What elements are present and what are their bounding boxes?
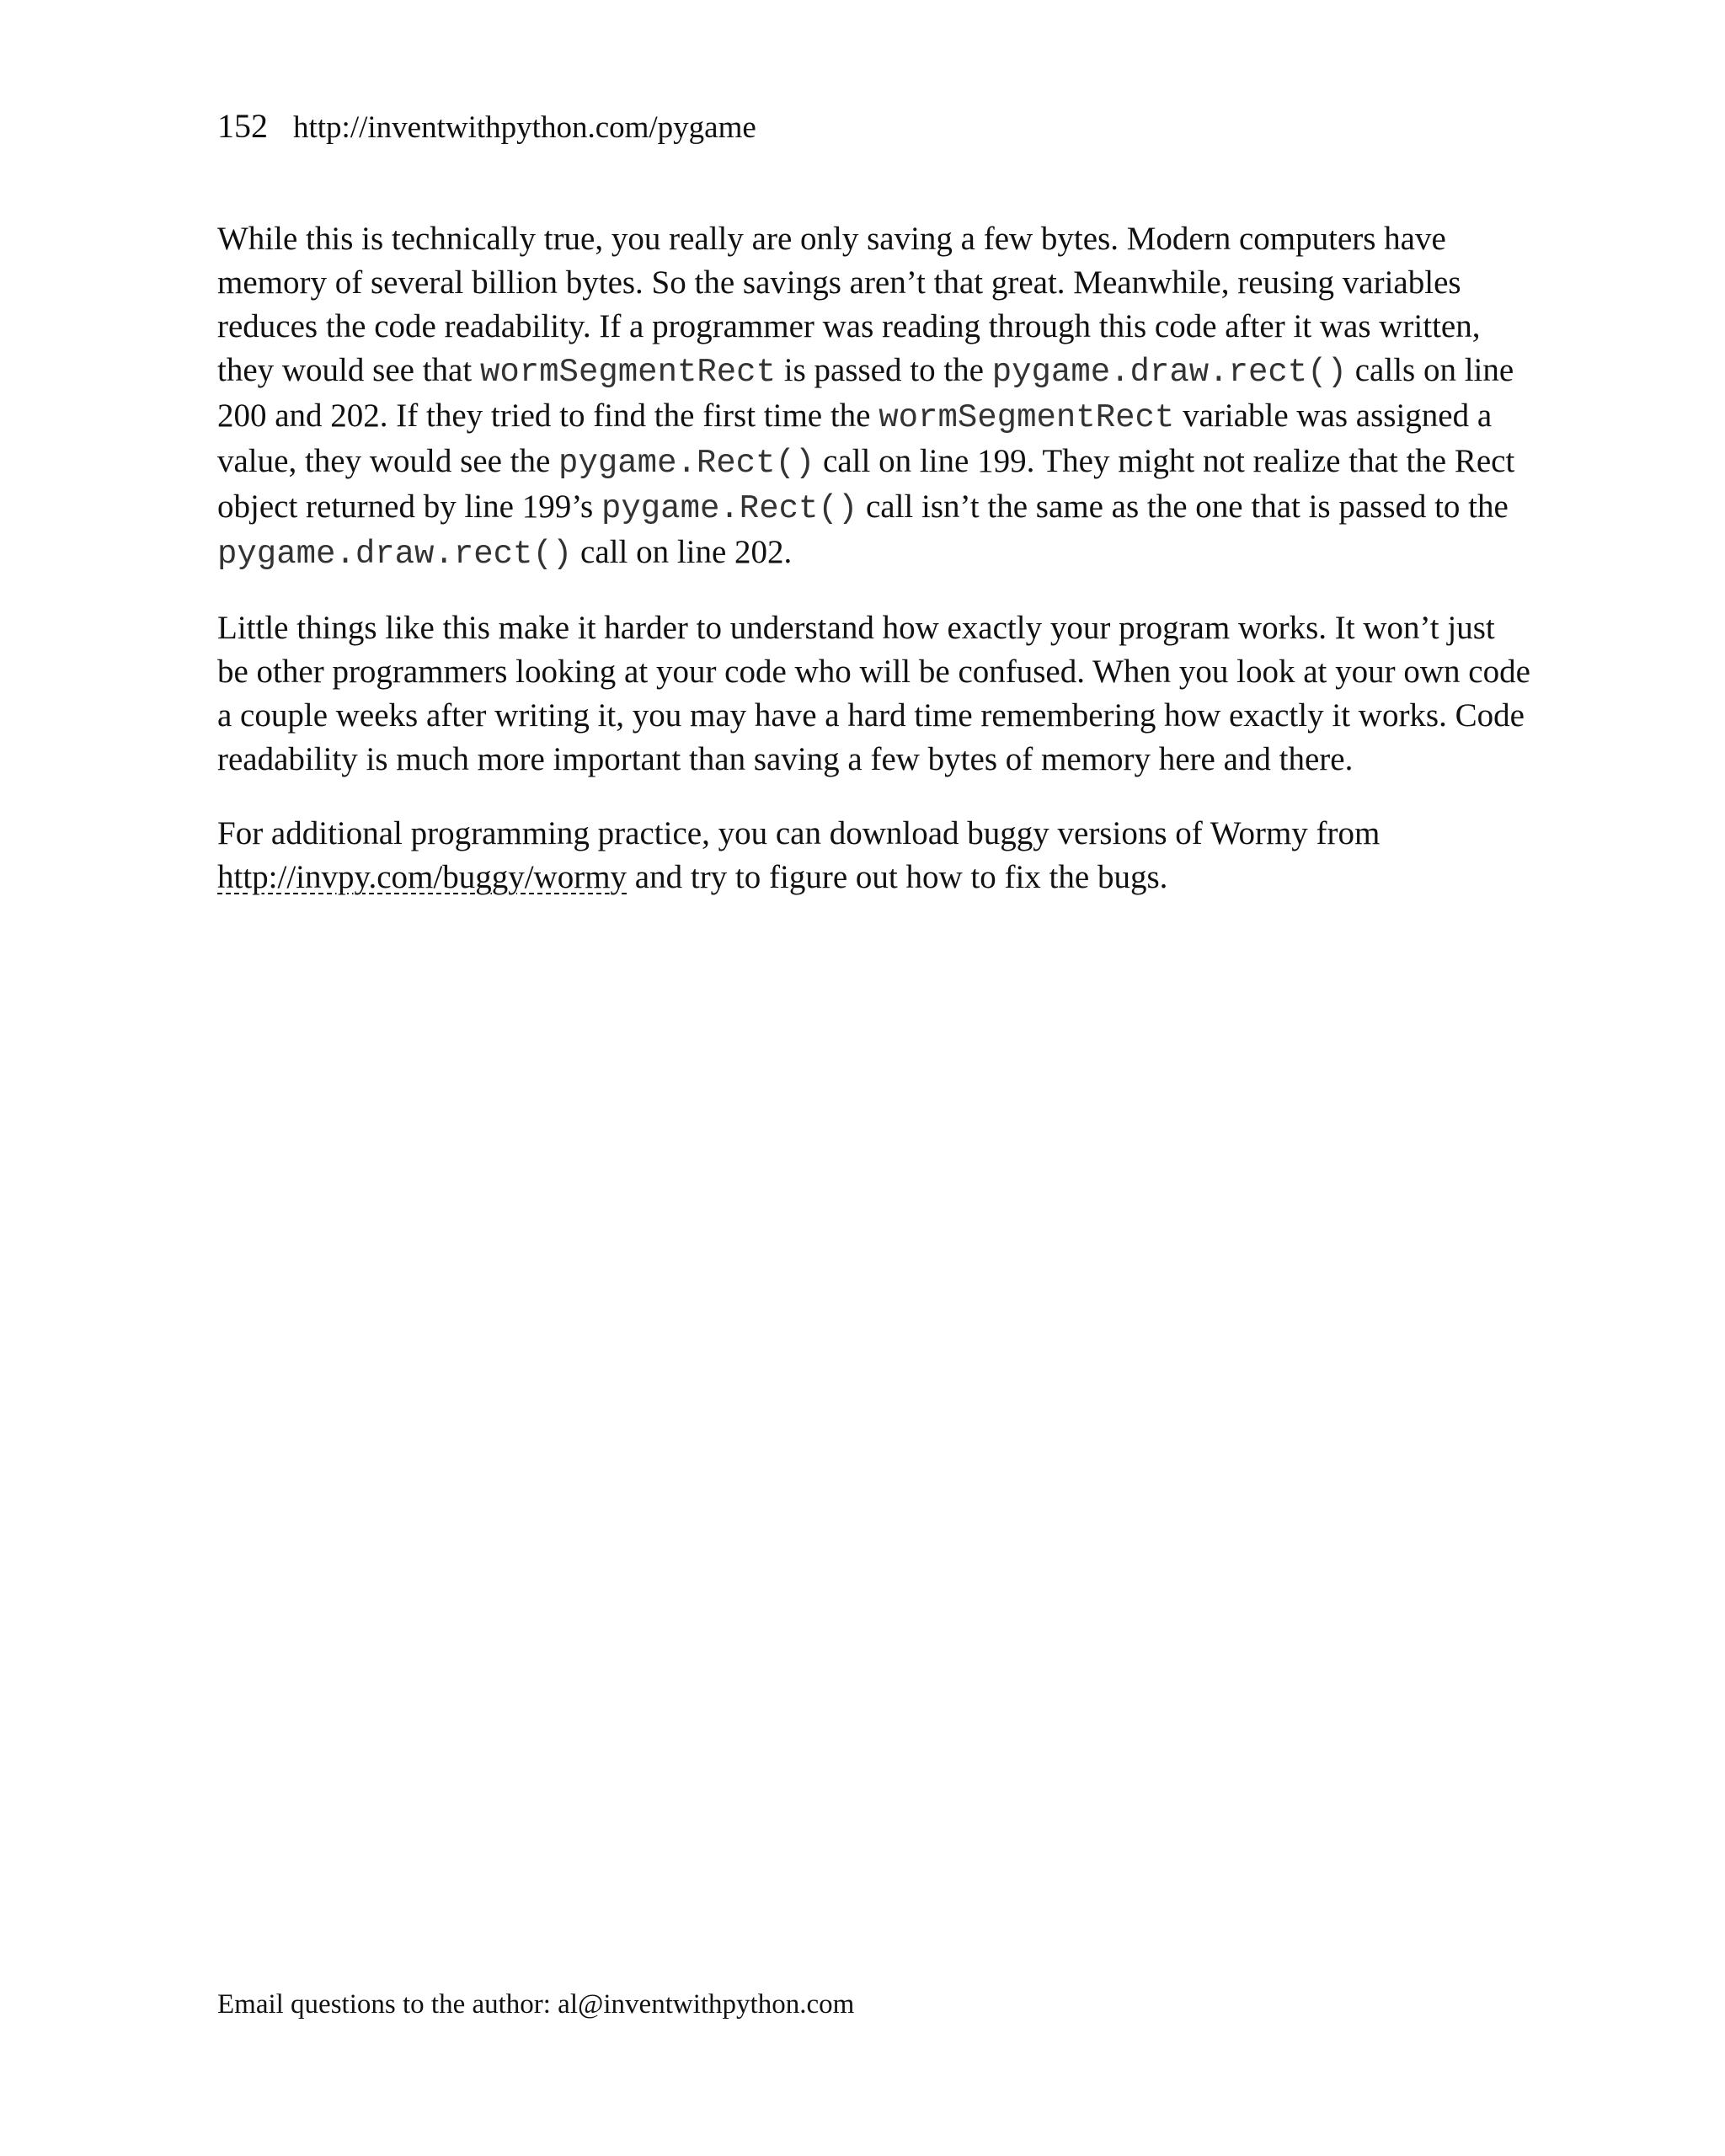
text-segment: call on line 202.	[572, 534, 793, 570]
paragraph-1	[217, 217, 1531, 576]
text-segment: While this is technically true, you really are only saving a few bytes. Modern computers have memory of several billion bytes. So the savings aren’t that great. Meanwhile, reusing variables reduces the code readability. If a programmer was reading through this code after it was written, they would see that	[217, 221, 1481, 388]
inline-code: wormSegmentRect	[879, 399, 1175, 436]
inline-code: pygame.Rect()	[558, 445, 815, 482]
header-url: http://inventwithpython.com/pygame	[293, 110, 756, 145]
paragraph-3	[217, 812, 1531, 899]
page-footer: Email questions to the author: al@inventwithpython.com	[217, 1989, 855, 2020]
page-body	[217, 217, 1531, 930]
text-segment: variable was assigned a value, they would see the	[217, 398, 1493, 479]
text-segment: is passed to the	[776, 352, 992, 388]
text-segment: For additional programming practice, you can download buggy versions of Wormy from	[217, 815, 1381, 851]
inline-code: pygame.Rect()	[601, 490, 858, 527]
inline-code: pygame.draw.rect()	[991, 354, 1347, 391]
buggy-wormy-link[interactable]: http://invpy.com/buggy/wormy	[217, 859, 628, 895]
text-segment: calls on line 200 and 202. If they tried to find the first time the	[217, 352, 1514, 434]
text-segment: Little things like this make it harder to understand how exactly your program works. It won’t just be other programmers looking at your code who will be confused. When you look at your own code a couple weeks after writing it, you may have a hard time remembering how exactly it works. Code readability is much more important than saving a few bytes of memory here and there.	[217, 610, 1530, 777]
text-segment: call on line 199. They might not realize that the Rect object returned by line 199’s	[217, 443, 1515, 525]
text-segment: call isn’t the same as the one that is passed to the	[857, 488, 1509, 525]
text-segment: and try to figure out how to fix the bugs.	[627, 859, 1168, 895]
inline-code: pygame.draw.rect()	[217, 536, 573, 573]
paragraph-2	[217, 606, 1531, 782]
inline-code: wormSegmentRect	[479, 354, 776, 391]
page-number: 152	[217, 107, 268, 145]
page-header	[217, 108, 756, 147]
